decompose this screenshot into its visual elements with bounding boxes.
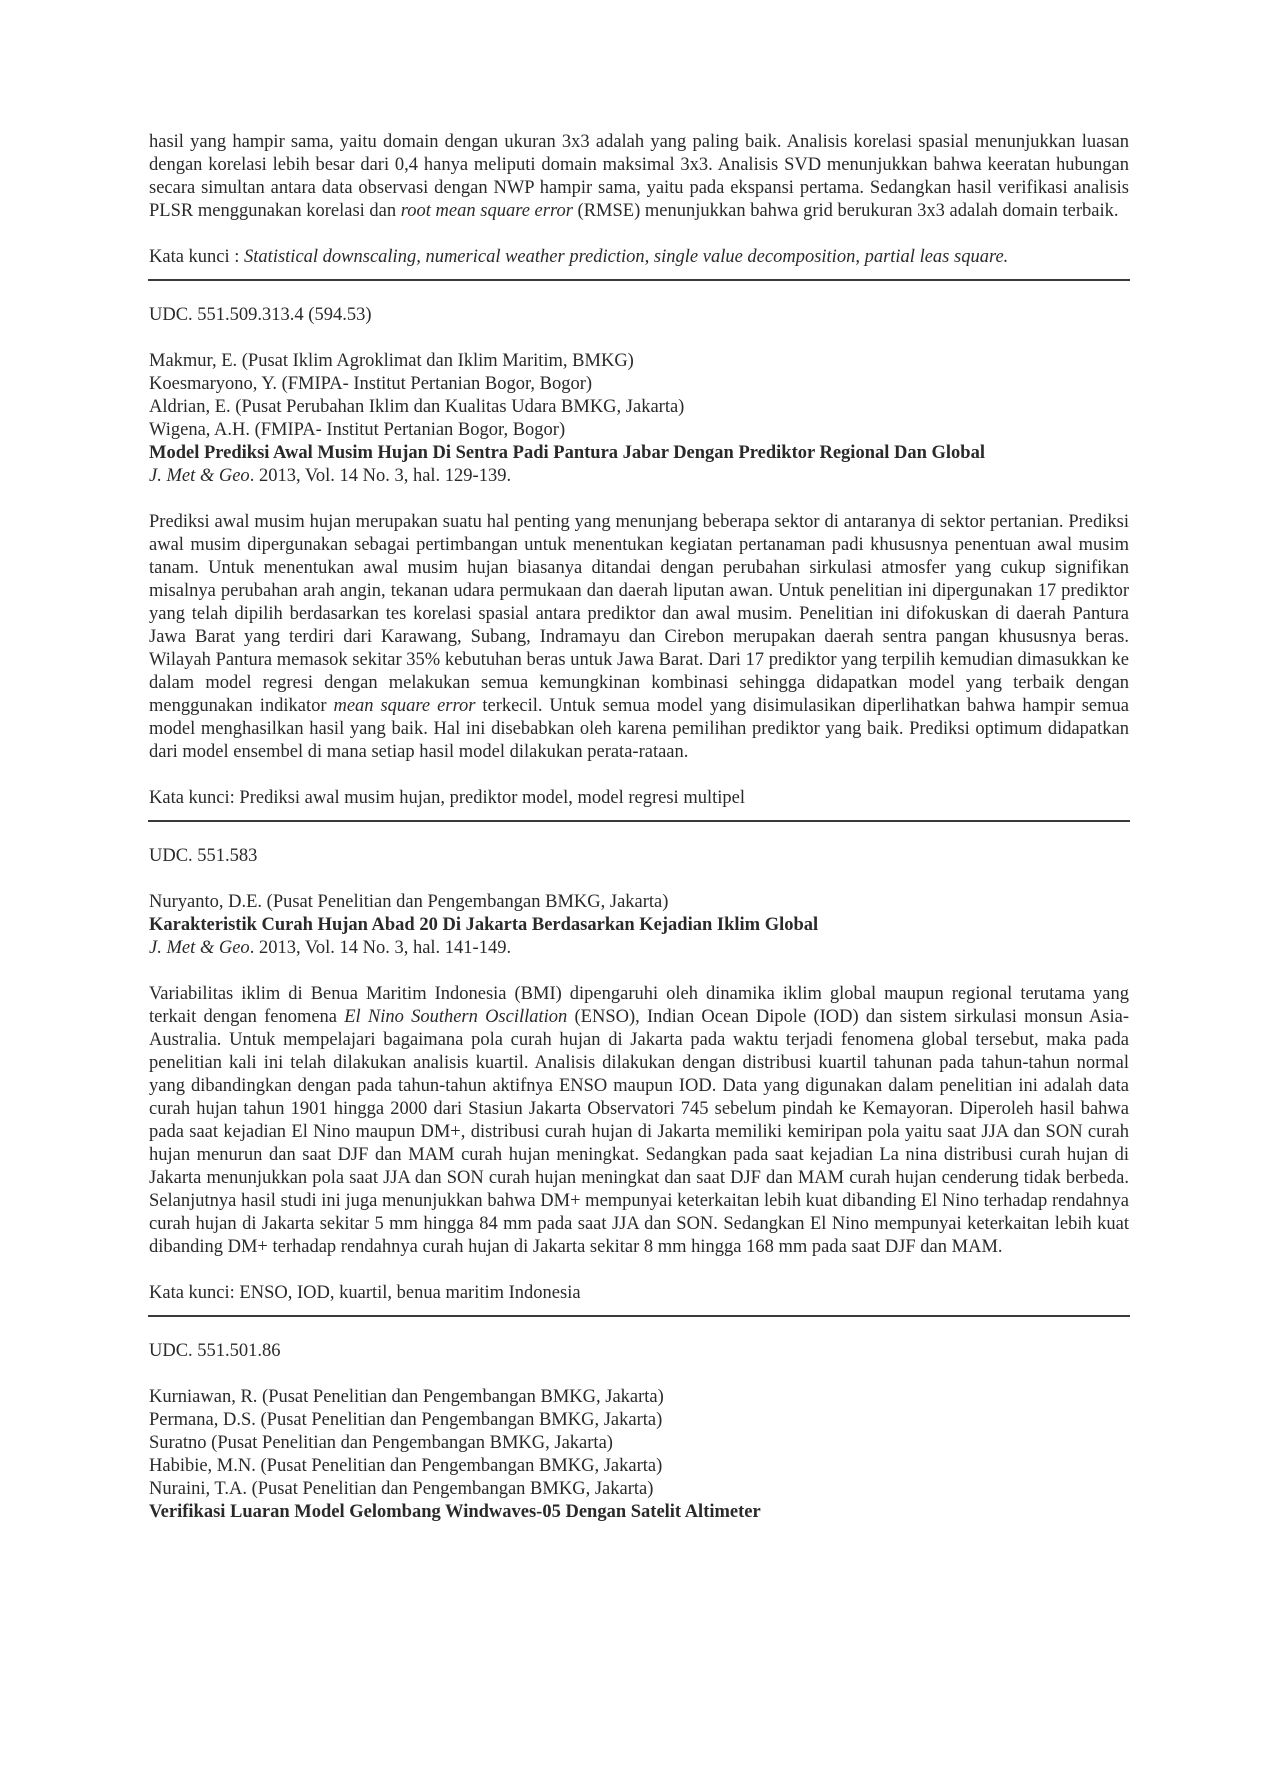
abstract-paragraph: [149, 983, 1129, 1259]
author-list: [149, 350, 1129, 442]
abstract-paragraph: [149, 511, 1129, 764]
section-divider: [148, 1315, 1130, 1317]
keywords-line: Kata kunci: Prediksi awal musim hujan, prediktor model, model regresi multipel: [149, 788, 745, 808]
abstract-italic-term: El Nino Southern Oscillation: [344, 1007, 568, 1027]
article-title: Model Prediksi Awal Musim Hujan Di Sentra Padi Pantura Jabar Dengan Prediktor Regional Dan Global: [149, 443, 985, 463]
citation-details: . 2013, Vol. 14 No. 3, hal. 129-139.: [249, 466, 512, 486]
author-line: Nuraini, T.A. (Pusat Penelitian dan Pengembangan BMKG, Jakarta): [149, 1479, 654, 1499]
citation: [149, 465, 1129, 488]
keywords-text: Statistical downscaling, numerical weather prediction, single value decomposition, partial leas square.: [244, 247, 1009, 267]
author-list: [149, 1386, 1129, 1501]
abstract-page: [149, 131, 1129, 1524]
author-line: Permana, D.S. (Pusat Penelitian dan Pengembangan BMKG, Jakarta): [149, 1410, 663, 1430]
article-title: Verifikasi Luaran Model Gelombang Windwaves-05 Dengan Satelit Altimeter: [149, 1502, 761, 1522]
abstract-text: hasil yang hampir sama, yaitu domain dengan ukuran 3x3 adalah yang paling baik. Analisis korelasi spasial menunjukkan luasan dengan korelasi lebih besar dari 0,4 hanya meliputi domain maksimal 3x3. Analisis SVD menunjukkan bahwa keeratan hubungan secara simultan antara data observasi dengan NWP hampir sama, yaitu pada ekspansi pertama. Sedangkan hasil verifikasi analisis PLSR menggunakan korelasi dan: [149, 132, 1129, 221]
keywords-line: Kata kunci: ENSO, IOD, kuartil, benua maritim Indonesia: [149, 1283, 581, 1303]
author-line: Suratno (Pusat Penelitian dan Pengembangan BMKG, Jakarta): [149, 1433, 613, 1453]
journal-name: J. Met & Geo: [149, 938, 250, 958]
author-list: [149, 891, 1129, 914]
keywords-label: Kata kunci :: [149, 247, 245, 267]
abstract-italic-term: root mean square error: [400, 201, 573, 221]
udc-code: UDC. 551.501.86: [149, 1341, 281, 1361]
author-line: Nuryanto, D.E. (Pusat Penelitian dan Pengembangan BMKG, Jakarta): [149, 892, 669, 912]
udc-code: UDC. 551.509.313.4 (594.53): [149, 305, 372, 325]
abstract-text-end: terkecil. Untuk semua model yang disimulasikan diperlihatkan bahwa hampir semua model menghasilkan hasil yang baik. Hal ini disebabkan oleh karena pemilihan prediktor yang baik. Prediksi optimum didapatkan dari model ensembel di mana setiap hasil model dilakukan perata-rataan.: [149, 696, 1129, 762]
abstract-text-end: (ENSO), Indian Ocean Dipole (IOD) dan sistem sirkulasi monsun Asia-Australia. Untuk mempelajari bagaimana pola curah hujan di Jakarta pada waktu terjadi fenomena global tersebut, maka pada penelitian kali ini telah dilakukan analisis kuartil. Analisis dilakukan dengan distribusi kuartil tahunan pada tahun-tahun normal yang dibandingkan dengan pada tahun-tahun aktifnya ENSO maupun IOD. Data yang digunakan dalam penelitian ini adalah data curah hujan tahun 1901 hingga 2000 dari Stasiun Jakarta Observatori 745 sebelum pindah ke Kemayoran. Diperoleh hasil bahwa pada saat kejadian El Nino maupun DM+, distribusi curah hujan di Jakarta memiliki kemiripan pola yaitu saat JJA dan SON curah hujan menurun dan saat DJF dan MAM curah hujan meningkat. Sedangkan pada saat kejadian La nina distribusi curah hujan di Jakarta menunjukkan pola saat JJA dan SON curah hujan meningkat dan saat DJF dan MAM curah hujan cenderung tidak berbeda. Selanjutnya hasil studi ini juga menunjukkan bahwa DM+ mempunyai keterkaitan lebih kuat dibanding El Nino terhadap rendahnya curah hujan di Jakarta sekitar 5 mm hingga 84 mm pada saat JJA dan SON. Sedangkan El Nino mempunyai keterkaitan lebih kuat dibanding DM+ terhadap rendahnya curah hujan di Jakarta sekitar 8 mm hingga 168 mm pada saat DJF dan MAM.: [149, 1007, 1129, 1257]
author-line: Koesmaryono, Y. (FMIPA- Institut Pertanian Bogor, Bogor): [149, 374, 593, 394]
section-divider: [148, 820, 1130, 822]
abstract-italic-term: mean square error: [333, 696, 476, 716]
author-line: Habibie, M.N. (Pusat Penelitian dan Pengembangan BMKG, Jakarta): [149, 1456, 663, 1476]
citation: [149, 937, 1129, 960]
author-line: Kurniawan, R. (Pusat Penelitian dan Pengembangan BMKG, Jakarta): [149, 1387, 664, 1407]
section-divider: [148, 279, 1130, 281]
journal-name: J. Met & Geo: [149, 466, 250, 486]
abstract-text: Variabilitas iklim di Benua Maritim Indonesia (BMI) dipengaruhi oleh dinamika iklim global maupun regional terutama yang terkait dengan fenomena: [149, 984, 1129, 1027]
author-line: Wigena, A.H. (FMIPA- Institut Pertanian Bogor, Bogor): [149, 420, 566, 440]
udc-code: UDC. 551.583: [149, 846, 258, 866]
abstract-continuation: [149, 131, 1129, 223]
article-title: Karakteristik Curah Hujan Abad 20 Di Jakarta Berdasarkan Kejadian Iklim Global: [149, 915, 819, 935]
abstract-text: Prediksi awal musim hujan merupakan suatu hal penting yang menunjang beberapa sektor di antaranya di sektor pertanian. Prediksi awal musim dipergunakan sebagai pertimbangan untuk menentukan kegiatan pertanaman padi khususnya penentuan awal musim tanam. Untuk menentukan awal musim hujan biasanya ditandai dengan perubahan sirkulasi atmosfer yang cukup signifikan misalnya perubahan arah angin, tekanan udara permukaan dan daerah liputan awan. Untuk penelitian ini dipergunakan 17 prediktor yang telah dipilih berdasarkan tes korelasi spasial antara prediktor dan awal musim. Penelitian ini difokuskan di daerah Pantura Jawa Barat yang terdiri dari Karawang, Subang, Indramayu dan Cirebon merupakan daerah sentra pangan khususnya beras. Wilayah Pantura memasok sekitar 35% kebutuhan beras untuk Jawa Barat. Dari 17 prediktor yang terpilih kemudian dimasukkan ke dalam model regresi dengan melakukan semua kemungkinan kombinasi sehingga didapatkan model yang terbaik dengan menggunakan indikator: [149, 512, 1129, 716]
keywords-line: [149, 246, 1129, 269]
abstract-text-end: (RMSE) menunjukkan bahwa grid berukuran 3x3 adalah domain terbaik.: [572, 201, 1119, 221]
author-line: Aldrian, E. (Pusat Perubahan Iklim dan Kualitas Udara BMKG, Jakarta): [149, 397, 685, 417]
citation-details: . 2013, Vol. 14 No. 3, hal. 141-149.: [249, 938, 512, 958]
author-line: Makmur, E. (Pusat Iklim Agroklimat dan Iklim Maritim, BMKG): [149, 351, 634, 371]
